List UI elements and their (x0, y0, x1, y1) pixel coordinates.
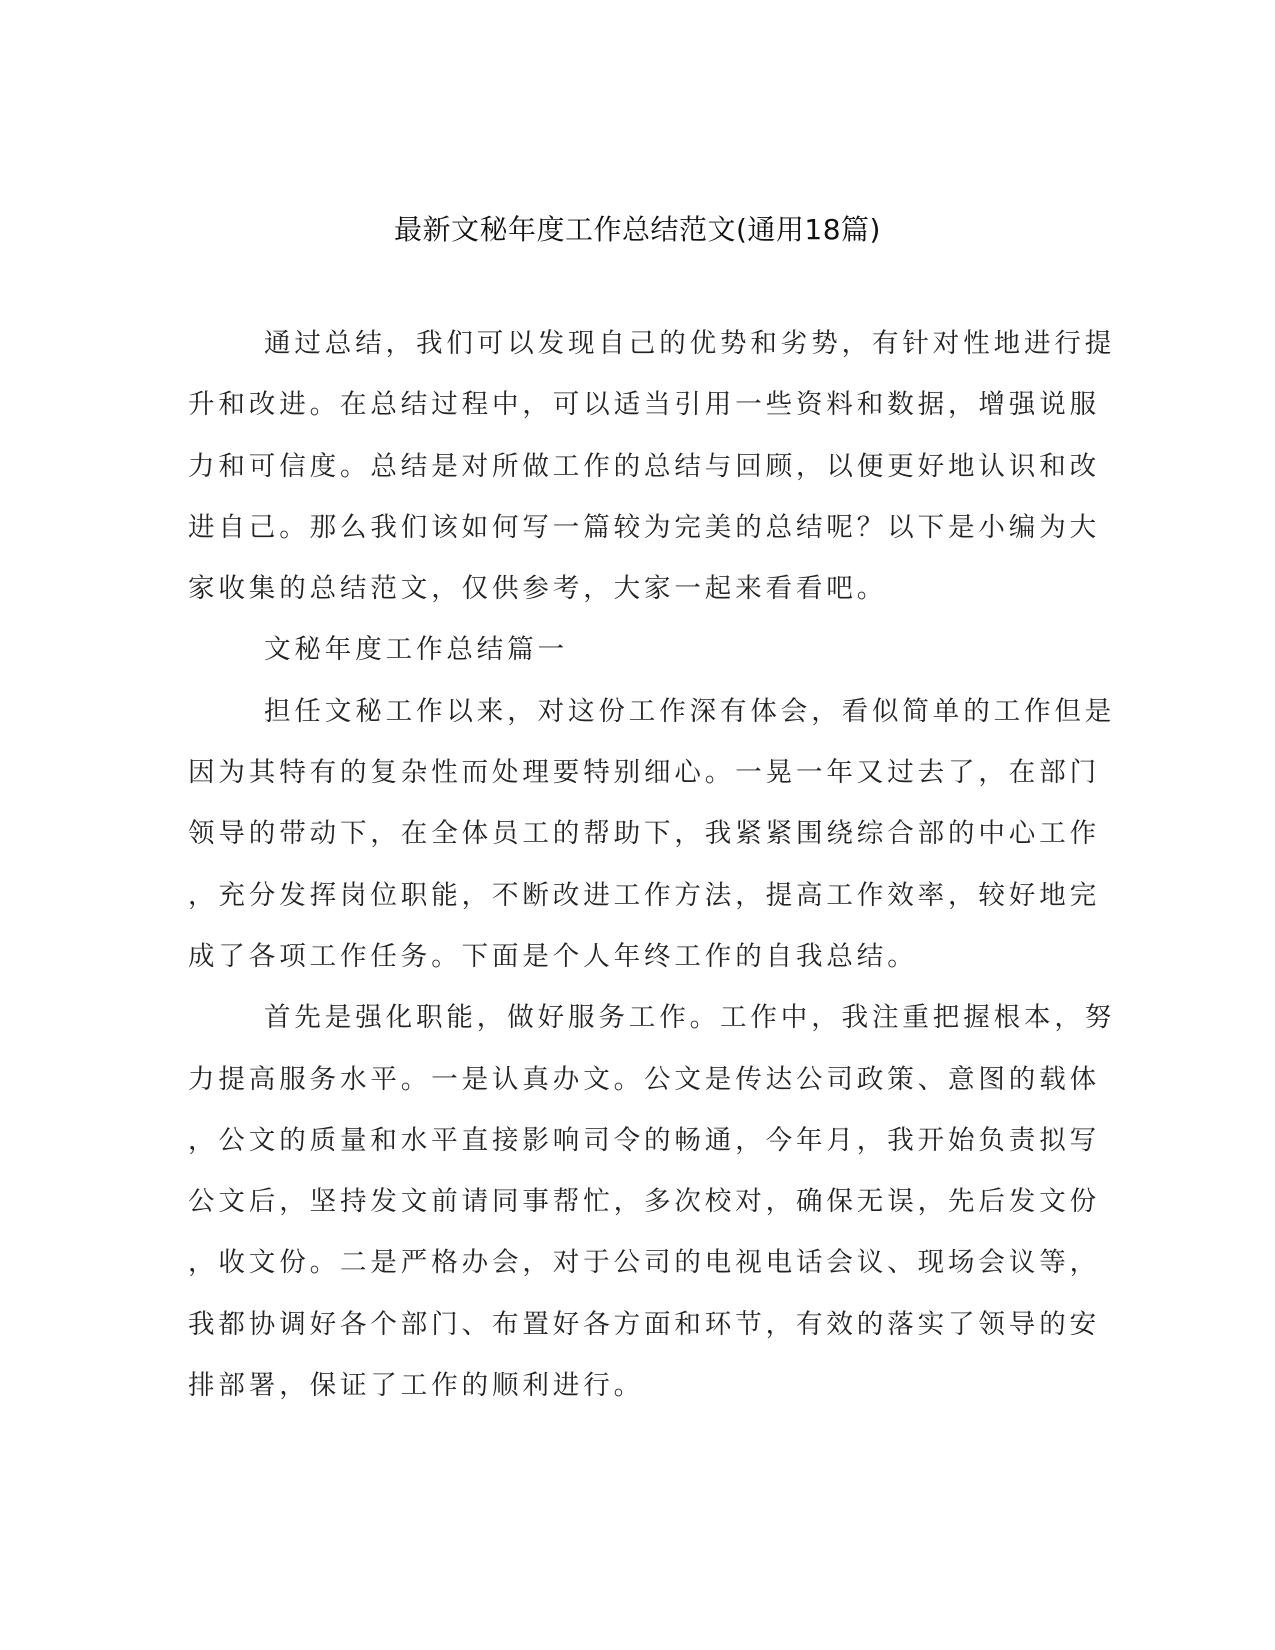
section-heading: 文秘年度工作总结篇一 (264, 634, 568, 666)
paragraph-line: ，收文份。二是严格办会，对于公司的电视电话会议、现场会议等， (188, 1247, 1100, 1279)
document-title: 最新文秘年度工作总结范文(通用18篇) (394, 213, 881, 246)
document-body (188, 327, 1116, 1430)
paragraph-line: 领导的带动下，在全体员工的帮助下，我紧紧围绕综合部的中心工作 (188, 818, 1100, 850)
paragraph-line: 排部署，保证了工作的顺利进行。 (188, 1370, 644, 1402)
paragraph-line: 通过总结，我们可以发现自己的优势和劣势，有针对性地进行提 (264, 328, 1116, 359)
paragraph-line: 我都协调好各个部门、布置好各方面和环节，有效的落实了领导的安 (188, 1308, 1100, 1340)
paragraph-line: 公文后，坚持发文前请同事帮忙，多次校对，确保无误，先后发文份 (188, 1186, 1100, 1218)
paragraph-line: 升和改进。在总结过程中，可以适当引用一些资料和数据，增强说服 (188, 389, 1100, 421)
paragraph-line: 力提高服务水平。一是认真办文。公文是传达公司政策、意图的载体 (188, 1063, 1100, 1095)
paragraph-line: 成了各项工作任务。下面是个人年终工作的自我总结。 (188, 940, 918, 972)
paragraph-line: 担任文秘工作以来，对这份工作深有体会，看似简单的工作但是 (264, 695, 1116, 727)
paragraph-line: 因为其特有的复杂性而处理要特别细心。一晃一年又过去了，在部门 (188, 757, 1100, 789)
paragraph-line: ，充分发挥岗位职能，不断改进工作方法，提高工作效率，较好地完 (188, 879, 1100, 911)
paragraph-line: ，公文的质量和水平直接影响司令的畅通，今年月，我开始负责拟写 (188, 1124, 1100, 1156)
paragraph-line: 首先是强化职能，做好服务工作。工作中，我注重把握根本，努 (264, 1002, 1116, 1034)
paragraph-line: 进自己。那么我们该如何写一篇较为完美的总结呢？以下是小编为大 (188, 511, 1100, 543)
paragraph-line: 家收集的总结范文，仅供参考，大家一起来看看吧。 (188, 573, 888, 605)
paragraph-line: 力和可信度。总结是对所做工作的总结与回顾，以便更好地认识和改 (188, 450, 1100, 482)
